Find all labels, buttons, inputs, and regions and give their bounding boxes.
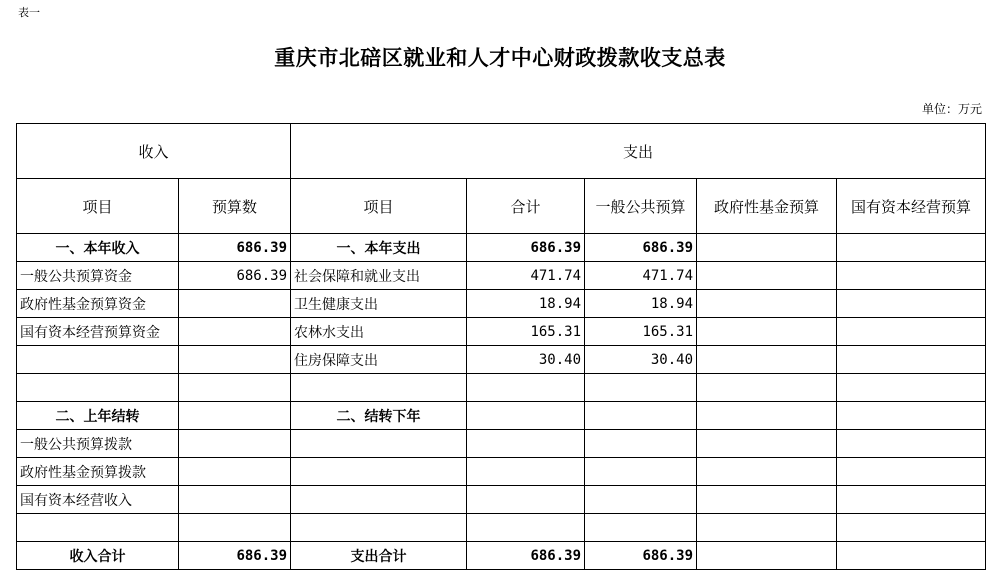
total-cell: 686.39 [467,234,585,262]
total-cell [467,514,585,542]
income-budget-cell [179,346,291,374]
unit-label: 单位：万元 [921,102,982,116]
general-budget-cell [585,402,697,430]
total-cell [467,486,585,514]
general-budget-cell: 165.31 [585,318,697,346]
gov-fund-cell [697,542,837,570]
income-item-cell: 一般公共预算拨款 [17,430,179,458]
income-item-cell [17,514,179,542]
state-capital-cell [837,234,986,262]
state-capital-cell [837,318,986,346]
expense-item-header: 项目 [291,179,467,234]
total-header: 合计 [467,179,585,234]
income-budget-cell: 686.39 [179,234,291,262]
gov-fund-cell [697,374,837,402]
expense-item-cell [291,430,467,458]
gov-fund-cell [697,262,837,290]
expense-item-cell: 社会保障和就业支出 [291,262,467,290]
header-row-columns [17,179,986,234]
income-budget-cell [179,430,291,458]
income-item-cell: 一、本年收入 [17,234,179,262]
gov-fund-cell [697,318,837,346]
state-capital-cell [837,514,986,542]
gov-fund-cell [697,234,837,262]
income-item-cell: 国有资本经营预算资金 [17,318,179,346]
income-item-cell: 政府性基金预算拨款 [17,458,179,486]
gov-fund-cell [697,514,837,542]
expense-item-cell: 支出合计 [291,542,467,570]
income-item-cell: 一般公共预算资金 [17,262,179,290]
gov-fund-cell [697,346,837,374]
general-budget-cell: 471.74 [585,262,697,290]
table-row [17,402,986,430]
gov-fund-cell [697,486,837,514]
state-capital-cell [837,402,986,430]
gov-fund-cell [697,458,837,486]
table-row [17,346,986,374]
header-row-top [17,124,986,179]
general-budget-header: 一般公共预算 [585,179,697,234]
expense-item-cell [291,458,467,486]
state-capital-cell [837,374,986,402]
expense-item-cell [291,374,467,402]
expense-item-cell [291,514,467,542]
expense-item-cell: 一、本年支出 [291,234,467,262]
total-cell: 165.31 [467,318,585,346]
general-budget-cell [585,514,697,542]
state-capital-cell [837,486,986,514]
fiscal-summary-table [16,123,986,570]
table-row [17,262,986,290]
total-cell [467,402,585,430]
state-capital-cell [837,542,986,570]
total-cell [467,374,585,402]
state-capital-cell [837,290,986,318]
general-budget-cell [585,458,697,486]
table-row [17,542,986,570]
state-capital-cell [837,458,986,486]
general-budget-cell: 30.40 [585,346,697,374]
table-number: 表一 [18,6,40,19]
expense-item-cell: 二、结转下年 [291,402,467,430]
gov-fund-header: 政府性基金预算 [697,179,837,234]
table-row [17,318,986,346]
table-row [17,290,986,318]
income-budget-cell [179,402,291,430]
income-item-header: 项目 [17,179,179,234]
general-budget-cell: 686.39 [585,542,697,570]
total-cell: 686.39 [467,542,585,570]
income-budget-header: 预算数 [179,179,291,234]
gov-fund-cell [697,402,837,430]
general-budget-cell: 18.94 [585,290,697,318]
gov-fund-cell [697,430,837,458]
total-cell: 471.74 [467,262,585,290]
income-item-cell: 政府性基金预算资金 [17,290,179,318]
income-budget-cell: 686.39 [179,542,291,570]
expense-item-cell: 卫生健康支出 [291,290,467,318]
expense-header: 支出 [291,124,986,179]
table-row [17,374,986,402]
income-budget-cell [179,486,291,514]
state-capital-cell [837,430,986,458]
table-row [17,458,986,486]
table-row [17,430,986,458]
income-item-cell: 二、上年结转 [17,402,179,430]
state-capital-cell [837,346,986,374]
income-item-cell [17,374,179,402]
state-capital-header: 国有资本经营预算 [837,179,986,234]
expense-item-cell: 农林水支出 [291,318,467,346]
income-item-cell: 国有资本经营收入 [17,486,179,514]
total-cell [467,458,585,486]
income-budget-cell [179,318,291,346]
income-header: 收入 [17,124,291,179]
income-budget-cell [179,458,291,486]
income-budget-cell [179,290,291,318]
income-item-cell [17,346,179,374]
income-budget-cell: 686.39 [179,262,291,290]
general-budget-cell: 686.39 [585,234,697,262]
income-budget-cell [179,514,291,542]
general-budget-cell [585,486,697,514]
total-cell: 18.94 [467,290,585,318]
total-cell: 30.40 [467,346,585,374]
gov-fund-cell [697,290,837,318]
income-item-cell: 收入合计 [17,542,179,570]
total-cell [467,430,585,458]
general-budget-cell [585,430,697,458]
table-row [17,234,986,262]
document-title: 重庆市北碚区就业和人才中心财政拨款收支总表 [274,45,726,70]
income-budget-cell [179,374,291,402]
general-budget-cell [585,374,697,402]
expense-item-cell [291,486,467,514]
table-row [17,486,986,514]
state-capital-cell [837,262,986,290]
table-row [17,514,986,542]
expense-item-cell: 住房保障支出 [291,346,467,374]
